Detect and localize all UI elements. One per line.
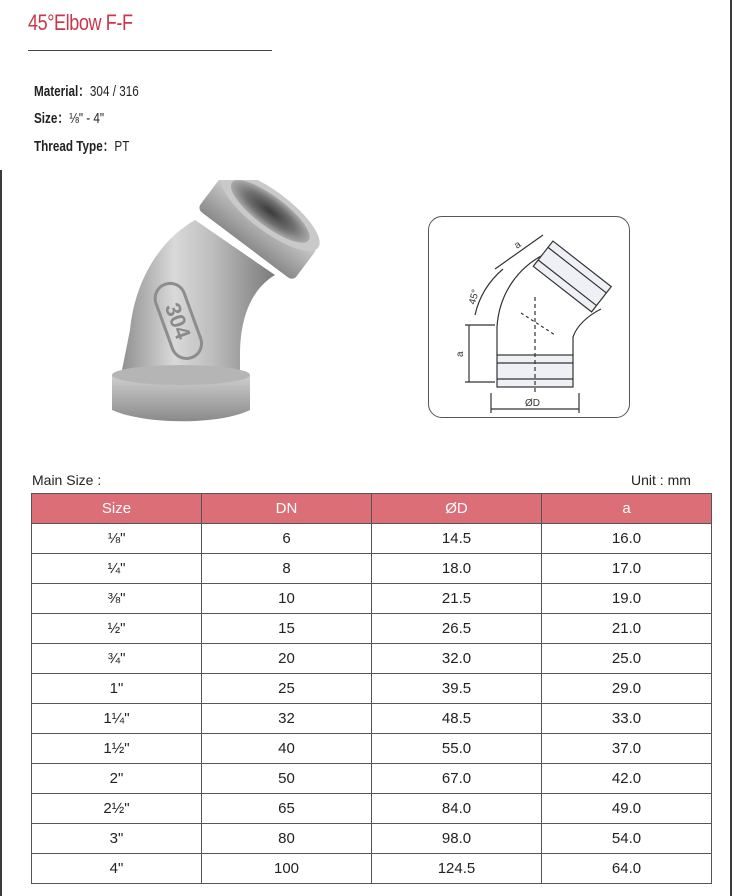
left-border-line: [0, 170, 2, 896]
table-row: [32, 644, 712, 674]
cell-a: 17.0: [542, 554, 712, 584]
cell-size: ¼": [32, 554, 202, 584]
table-row: [32, 614, 712, 644]
cell-dn: 65: [202, 794, 372, 824]
main-size-table: [31, 493, 712, 884]
spec-size: [34, 107, 104, 128]
cell-od: 39.5: [372, 674, 542, 704]
header-size: Size: [32, 494, 202, 524]
cell-od: 48.5: [372, 704, 542, 734]
cell-a: 29.0: [542, 674, 712, 704]
spec-material-label: Material：: [34, 83, 90, 100]
cell-a: 21.0: [542, 614, 712, 644]
cell-a: 33.0: [542, 704, 712, 734]
cell-dn: 15: [202, 614, 372, 644]
cell-size: 1¼": [32, 704, 202, 734]
cell-od: 32.0: [372, 644, 542, 674]
cell-size: ¾": [32, 644, 202, 674]
spec-material-value: 304 / 316: [89, 83, 139, 100]
cell-dn: 40: [202, 734, 372, 764]
cell-dn: 32: [202, 704, 372, 734]
cell-size: 1½": [32, 734, 202, 764]
cell-size: 2": [32, 764, 202, 794]
cell-size: ½": [32, 614, 202, 644]
cell-od: 26.5: [372, 614, 542, 644]
cell-od: 55.0: [372, 734, 542, 764]
table-caption: Main Size :: [32, 472, 102, 488]
table-row: [32, 734, 712, 764]
table-row: [32, 824, 712, 854]
cell-a: 49.0: [542, 794, 712, 824]
title-underline: [28, 50, 272, 51]
cell-dn: 6: [202, 524, 372, 554]
table-row: [32, 554, 712, 584]
table-row: [32, 794, 712, 824]
diagram-label-a-angled: a: [512, 239, 524, 252]
table-row: [32, 704, 712, 734]
cell-od: 84.0: [372, 794, 542, 824]
cell-a: 54.0: [542, 824, 712, 854]
diagram-label-angle: 45°: [467, 288, 482, 306]
cell-dn: 25: [202, 674, 372, 704]
cell-size: 1": [32, 674, 202, 704]
cell-dn: 50: [202, 764, 372, 794]
cell-od: 18.0: [372, 554, 542, 584]
cell-dn: 80: [202, 824, 372, 854]
cell-dn: 20: [202, 644, 372, 674]
spec-thread-type-value: PT: [114, 138, 130, 155]
svg-text:304: 304: [159, 299, 196, 343]
elbow-product-photo: [100, 180, 320, 430]
page-title: 45°Elbow F-F: [28, 10, 133, 35]
spec-thread-type: [34, 135, 129, 156]
spec-thread-type-label: Thread Type：: [34, 138, 115, 155]
header-a: a: [542, 494, 712, 524]
cell-od: 124.5: [372, 854, 542, 884]
cell-a: 19.0: [542, 584, 712, 614]
cell-a: 16.0: [542, 524, 712, 554]
cell-size: ⅛": [32, 524, 202, 554]
table-row: [32, 854, 712, 884]
spec-material: [34, 80, 139, 101]
cell-od: 98.0: [372, 824, 542, 854]
table-row: [32, 674, 712, 704]
cell-dn: 10: [202, 584, 372, 614]
spec-size-label: Size：: [34, 110, 70, 127]
diagram-label-od: ØD: [525, 398, 540, 409]
table-row: [32, 584, 712, 614]
cell-dn: 100: [202, 854, 372, 884]
cell-dn: 8: [202, 554, 372, 584]
table-row: [32, 764, 712, 794]
cell-size: 3": [32, 824, 202, 854]
cell-size: ⅜": [32, 584, 202, 614]
table-header-row: [32, 494, 712, 524]
right-border-line: [730, 0, 732, 896]
dimension-diagram: [428, 216, 630, 418]
spec-size-value: ⅛" - 4": [69, 110, 105, 127]
header-od: ØD: [372, 494, 542, 524]
cell-od: 14.5: [372, 524, 542, 554]
cell-od: 21.5: [372, 584, 542, 614]
cell-a: 37.0: [542, 734, 712, 764]
diagram-label-a-vertical: a: [455, 351, 466, 357]
cell-od: 67.0: [372, 764, 542, 794]
cell-a: 42.0: [542, 764, 712, 794]
table-row: [32, 524, 712, 554]
cell-a: 25.0: [542, 644, 712, 674]
cell-size: 4": [32, 854, 202, 884]
table-unit: Unit : mm: [631, 472, 691, 488]
cell-a: 64.0: [542, 854, 712, 884]
header-dn: DN: [202, 494, 372, 524]
cell-size: 2½": [32, 794, 202, 824]
